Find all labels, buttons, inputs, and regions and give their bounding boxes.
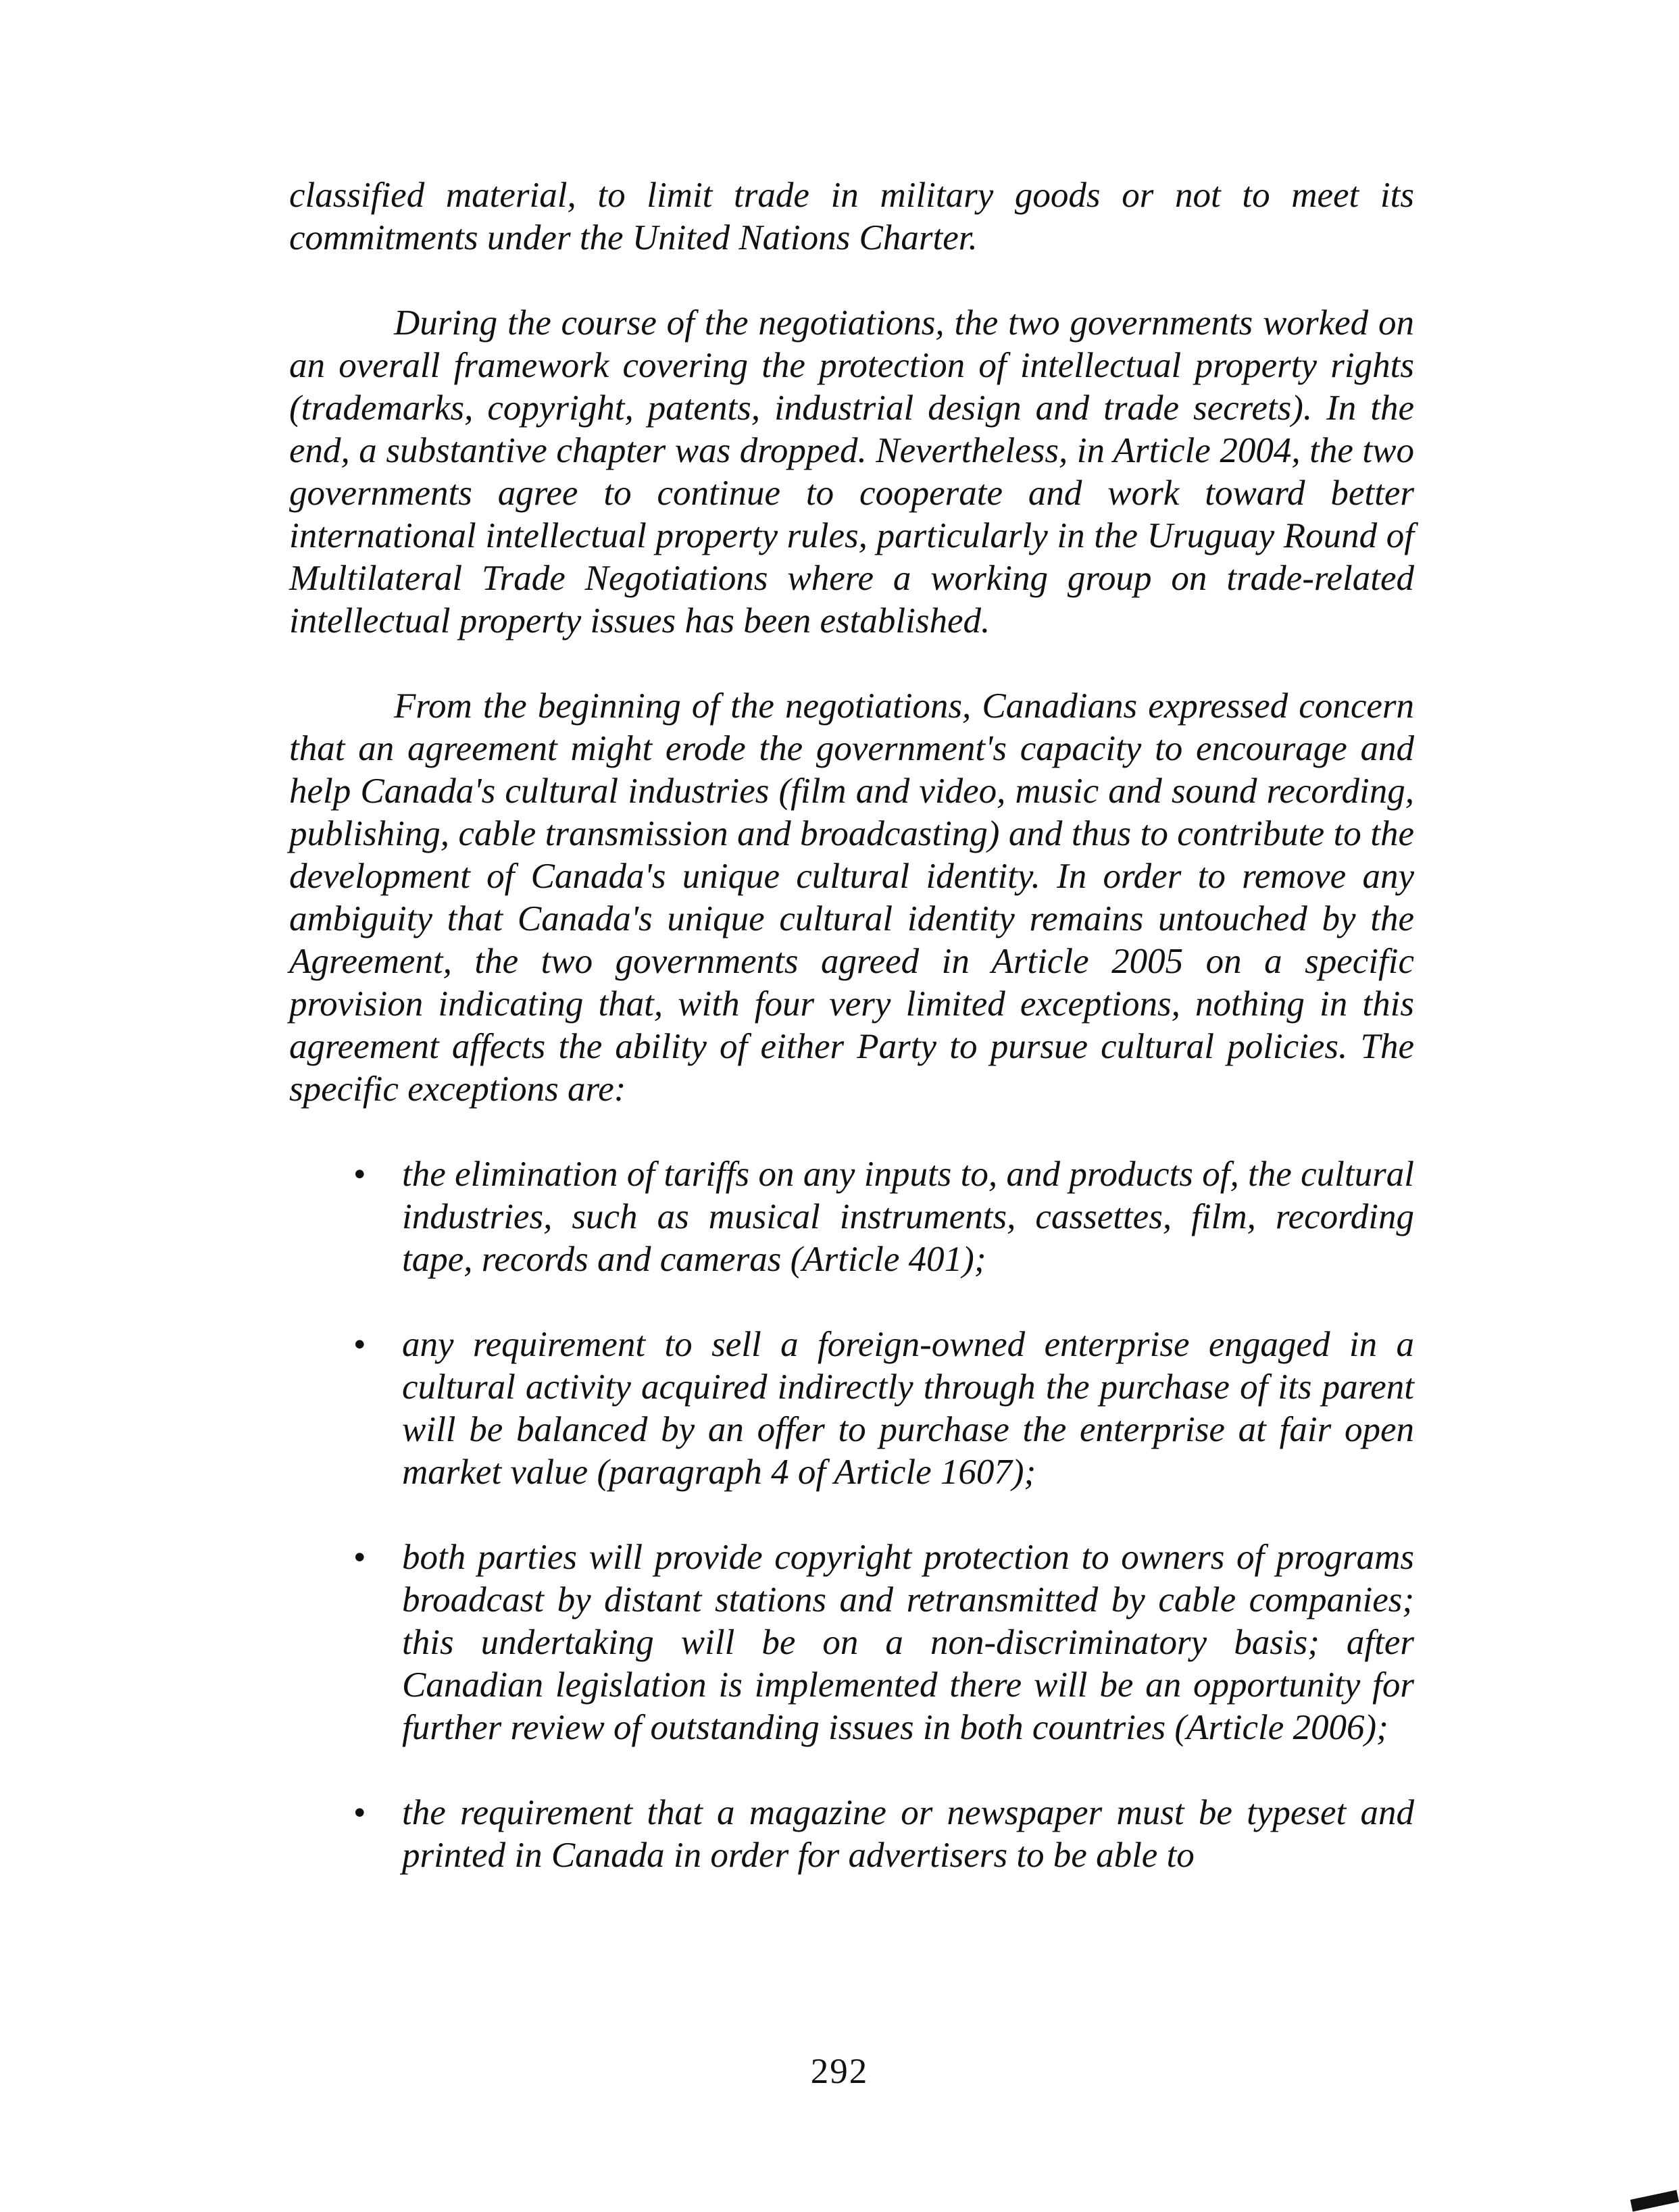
paragraph-cultural-industries: From the beginning of the negotiations, Canadians expressed concern that an agreement might erode the government's capacity to encourage and help Canada's cultural industries (film and video, music and sound recording, publishing, cable transmission and broadcasting) and thus to contribute to the development of Canada's unique cultural identity. In order to remove any ambiguity that Canada's unique cultural identity remains untouched by the Agreement, the two governments agreed in Article 2005 on a specific provision indicating that, with four very limited exceptions, nothing in this agreement affects the ability of either Party to pursue cultural policies. The specific exceptions are: [289,686,1414,1109]
list-item-text: the elimination of tariffs on any inputs to, and products of, the cultural industries, such as musical instruments, cassettes, film, recording tape, records and cameras (Article 401); [402,1155,1414,1279]
list-item-text: both parties will provide copyright protection to owners of programs broadcast by distant stations and retransmitted by cable companies; this undertaking will be on a non-discriminatory basis; after Canadian legislation is implemented there will be an opportunity for further review of outstanding issues in both countries (Article 2006); [402,1538,1414,1747]
list-item [289,1324,1414,1494]
bullet-icon: • [353,1155,366,1194]
page-number: 292 [810,2052,869,2091]
paragraph-classified-material: classified material, to limit trade in military goods or not to meet its commitments under the United Nations Charter. [289,176,1414,257]
paragraph-intellectual-property: During the course of the negotiations, the two governments worked on an overall framework covering the protection of intellectual property rights (trademarks, copyright, patents, industrial design and trade secrets). In the end, a substantive chapter was dropped. Nevertheless, in Article 2004, the two governments agree to continue to cooperate and work toward better international intellectual property rules, particularly in the Uruguay Round of Multilateral Trade Negotiations where a working group on trade-related intellectual property issues has been established. [289,303,1414,640]
list-item [289,1153,1414,1281]
list-item [289,1536,1414,1749]
list-item-text: the requirement that a magazine or newspaper must be typeset and printed in Canada in order for advertisers to be able to [402,1793,1414,1875]
page-body [289,174,1414,1919]
bullet-icon: • [353,1538,366,1577]
scan-edge-mark [1630,2190,1679,2211]
list-item [289,1792,1414,1877]
bullet-icon: • [353,1325,366,1364]
list-item-text: any requirement to sell a foreign-owned enterprise engaged in a cultural activity acquired indirectly through the purchase of its parent will be balanced by an offer to purchase the enterprise at fair open market value (paragraph 4 of Article 1607); [402,1325,1414,1492]
exceptions-list [289,1153,1414,1877]
bullet-icon: • [353,1793,366,1832]
